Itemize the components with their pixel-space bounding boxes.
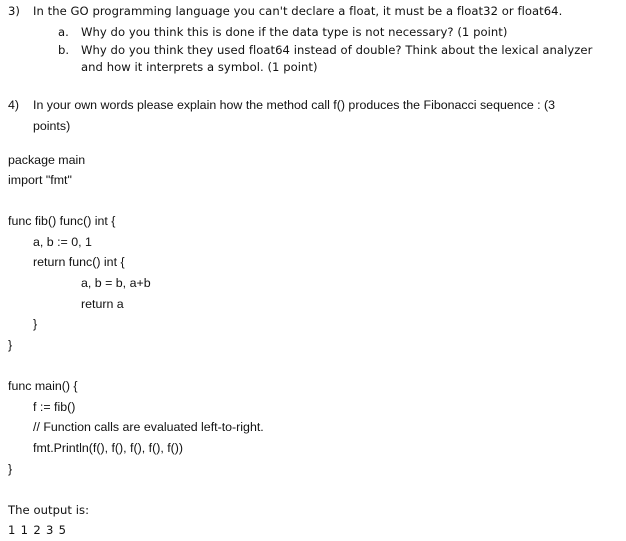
code-line-inner-close-brace: } (33, 317, 38, 331)
question-3b-text: Why do you think they used float64 instead of double? Think about the lexical analyzer (81, 43, 593, 57)
question-3b-text-continued: and how it interprets a symbol. (1 point) (81, 60, 318, 74)
output-value: 1 1 2 3 5 (8, 523, 67, 537)
code-line-import: import "fmt" (8, 173, 72, 187)
question-3a-marker: a. (58, 25, 69, 39)
code-line-func-fib: func fib() func() int { (8, 214, 116, 228)
code-line-outer-close-brace: } (8, 338, 13, 352)
code-line-update-ab: a, b = b, a+b (81, 276, 151, 290)
code-line-return-a: return a (81, 297, 124, 311)
question-3b-marker: b. (58, 43, 70, 57)
code-line-func-main: func main() { (8, 379, 78, 393)
code-line-f-assign: f := fib() (33, 400, 76, 414)
question-4-text: In your own words please explain how the method call f() produces the Fibonacci sequence : (3 (33, 98, 556, 112)
question-3-text: In the GO programming language you can't declare a float, it must be a float32 or float64. (33, 4, 563, 18)
question-4-number: 4) (8, 98, 20, 112)
output-label: The output is: (8, 503, 90, 517)
code-line-comment: // Function calls are evaluated left-to-right. (33, 420, 264, 434)
code-line-println: fmt.Println(f(), f(), f(), f(), f()) (33, 441, 184, 455)
code-line-main-close-brace: } (8, 462, 13, 476)
code-line-package: package main (8, 153, 86, 167)
code-line-assign-ab: a, b := 0, 1 (33, 235, 92, 249)
question-4-text-continued: points) (33, 119, 71, 133)
code-line-return-func: return func() int { (33, 255, 125, 269)
question-3-number: 3) (8, 4, 20, 18)
question-3a-text: Why do you think this is done if the data type is not necessary? (1 point) (81, 25, 508, 39)
